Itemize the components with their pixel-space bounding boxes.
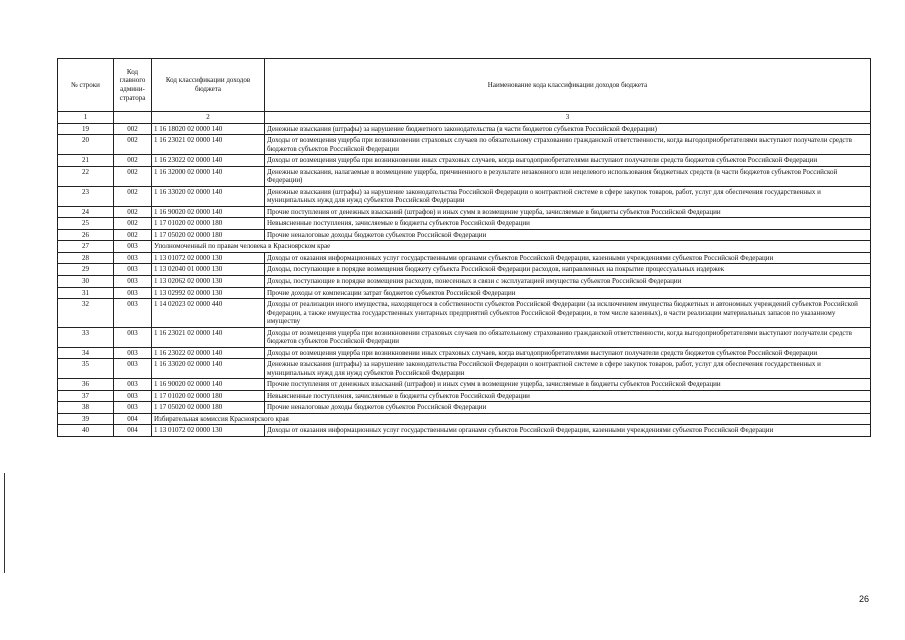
row-number-cell: 20 [58, 135, 114, 155]
table-row [58, 135, 871, 155]
code-name-cell: Прочие неналоговые доходы бюджетов субъектов Российской Федерации [265, 229, 871, 241]
table-row [58, 359, 871, 379]
header-admin-code: Код главного админи-стратора [114, 59, 152, 112]
table-row [58, 166, 871, 186]
row-number-cell: 32 [58, 299, 114, 328]
table-row [58, 327, 871, 347]
row-number-cell: 22 [58, 166, 114, 186]
row-number-cell: 29 [58, 264, 114, 276]
row-number-cell: 24 [58, 206, 114, 218]
admin-code-cell: 003 [114, 299, 152, 328]
code-name-cell: Доходы, поступающие в порядке возмещения расходов, понесенных в связи с эксплуатацией имущества субъектов Российской Федерации [265, 275, 871, 287]
header-classification-code: Код классификации доходов бюджета [152, 59, 265, 112]
page-number: 26 [858, 594, 869, 604]
code-name-cell: Денежные взыскания (штрафы) за нарушение законодательства Российской Федерации о контрактной системе в сфере закупок товаров, работ, услуг для обеспечения государственных и муниципальных нужд для нужд субъектов Российской Федерации [265, 186, 871, 206]
table-row [58, 402, 871, 414]
table-row [58, 347, 871, 359]
row-number-cell: 40 [58, 425, 114, 437]
classification-code-cell: 1 13 02992 02 0000 130 [152, 287, 265, 299]
admin-code-cell: 003 [114, 390, 152, 402]
income-codes-table [57, 58, 871, 437]
administrator-name-cell: Избирательная комиссия Красноярского края [152, 413, 871, 425]
classification-code-cell: 1 14 02023 02 0000 440 [152, 299, 265, 328]
table-row [58, 218, 871, 230]
table-body [58, 123, 871, 436]
row-number-cell: 19 [58, 123, 114, 135]
classification-code-cell: 1 17 05020 02 0000 180 [152, 402, 265, 414]
admin-code-cell: 004 [114, 413, 152, 425]
index-cell: 3 [265, 112, 871, 124]
table-row [58, 241, 871, 253]
row-number-cell: 27 [58, 241, 114, 253]
code-name-cell: Денежные взыскания (штрафы) за нарушение бюджетного законодательства (в части бюджетов субъектов Российской Федерации) [265, 123, 871, 135]
table-row [58, 155, 871, 167]
code-name-cell: Доходы от возмещения ущерба при возникновении иных страховых случаев, когда выгодоприобретателями выступают получатели средств бюджетов субъектов Российской Федерации [265, 347, 871, 359]
code-name-cell: Доходы, поступающие в порядке возмещения бюджету субъекта Российской Федерации расходов, направленных на покрытие процессуальных издержек [265, 264, 871, 276]
classification-code-cell: 1 17 05020 02 0000 180 [152, 229, 265, 241]
table-row [58, 229, 871, 241]
classification-code-cell: 1 13 01072 02 0000 130 [152, 425, 265, 437]
classification-code-cell: 1 16 90020 02 0000 140 [152, 206, 265, 218]
index-cell: 1 [58, 112, 114, 124]
admin-code-cell: 002 [114, 166, 152, 186]
index-cell: 2 [152, 112, 265, 124]
code-name-cell: Денежные взыскания (штрафы) за нарушение законодательства Российской Федерации о контрактной системе в сфере закупок товаров, работ, услуг для обеспечения государственных и муниципальных нужд для нужд субъектов Российской Федерации [265, 359, 871, 379]
row-number-cell: 38 [58, 402, 114, 414]
table-row [58, 287, 871, 299]
classification-code-cell: 1 17 01020 02 0000 180 [152, 390, 265, 402]
classification-code-cell: 1 13 02040 01 0000 130 [152, 264, 265, 276]
classification-code-cell: 1 13 02062 02 0000 130 [152, 275, 265, 287]
admin-code-cell: 003 [114, 327, 152, 347]
code-name-cell: Прочие доходы от компенсации затрат бюджетов субъектов Российской Федерации [265, 287, 871, 299]
code-name-cell: Прочие поступления от денежных взысканий (штрафов) и иных сумм в возмещение ущерба, зачисляемые в бюджеты субъектов Российской Федерации [265, 379, 871, 391]
admin-code-cell: 003 [114, 264, 152, 276]
admin-code-cell: 003 [114, 252, 152, 264]
row-number-cell: 36 [58, 379, 114, 391]
admin-code-cell: 002 [114, 155, 152, 167]
admin-code-cell: 002 [114, 186, 152, 206]
table-row [58, 123, 871, 135]
table-row [58, 299, 871, 328]
admin-code-cell: 003 [114, 379, 152, 391]
code-name-cell: Доходы от реализации иного имущества, находящегося в собственности субъектов Российской Федерации (за исключением имущества бюджетных и автономных учреждений субъектов Российской Федерации, а также имущества государственных унитарных предприятий субъектов Российской Федерации, в том числе казенных), в части реализации материальных запасов по указанному имуществу [265, 299, 871, 328]
row-number-cell: 21 [58, 155, 114, 167]
row-number-cell: 25 [58, 218, 114, 230]
code-name-cell: Доходы от возмещения ущерба при возникновении страховых случаев по обязательному страхованию гражданской ответственности, когда выгодоприобретателями выступают получатели средств бюджетов субъектов Российской Федерации [265, 135, 871, 155]
header-code-name: Наименование кода классификации доходов бюджета [265, 59, 871, 112]
classification-code-cell: 1 17 01020 02 0000 180 [152, 218, 265, 230]
code-name-cell: Доходы от оказания информационных услуг государственными органами субъектов Российской Федерации, казенными учреждениями субъектов Российской Федерации [265, 252, 871, 264]
admin-code-cell: 004 [114, 425, 152, 437]
row-number-cell: 35 [58, 359, 114, 379]
admin-code-cell: 002 [114, 123, 152, 135]
classification-code-cell: 1 16 90020 02 0000 140 [152, 379, 265, 391]
table-header-row [58, 59, 871, 112]
row-number-cell: 39 [58, 413, 114, 425]
table-row [58, 390, 871, 402]
admin-code-cell: 002 [114, 206, 152, 218]
classification-code-cell: 1 16 32000 02 0000 140 [152, 166, 265, 186]
row-number-cell: 23 [58, 186, 114, 206]
row-number-cell: 30 [58, 275, 114, 287]
header-row-number: № строки [58, 59, 114, 112]
administrator-name-cell: Уполномоченный по правам человека в Красноярском крае [152, 241, 871, 253]
classification-code-cell: 1 16 33020 02 0000 140 [152, 186, 265, 206]
index-cell [114, 112, 152, 124]
code-name-cell: Доходы от возмещения ущерба при возникновении иных страховых случаев, когда выгодоприобретателями выступают получатели средств бюджетов субъектов Российской Федерации [265, 155, 871, 167]
classification-code-cell: 1 13 01072 02 0000 130 [152, 252, 265, 264]
code-name-cell: Денежные взыскания, налагаемые в возмещение ущерба, причиненного в результате незаконного или нецелевого использования бюджетных средств (в части бюджетов субъектов Российской Федерации) [265, 166, 871, 186]
admin-code-cell: 003 [114, 287, 152, 299]
row-number-cell: 34 [58, 347, 114, 359]
admin-code-cell: 003 [114, 241, 152, 253]
classification-code-cell: 1 16 23022 02 0000 140 [152, 155, 265, 167]
table-row [58, 206, 871, 218]
table-row [58, 413, 871, 425]
classification-code-cell: 1 16 23022 02 0000 140 [152, 347, 265, 359]
table-row [58, 186, 871, 206]
classification-code-cell: 1 16 23021 02 0000 140 [152, 327, 265, 347]
table-row [58, 264, 871, 276]
code-name-cell: Прочие неналоговые доходы бюджетов субъектов Российской Федерации [265, 402, 871, 414]
admin-code-cell: 003 [114, 402, 152, 414]
admin-code-cell: 002 [114, 218, 152, 230]
admin-code-cell: 003 [114, 347, 152, 359]
code-name-cell: Невыясненные поступления, зачисляемые в бюджеты субъектов Российской Федерации [265, 390, 871, 402]
row-number-cell: 28 [58, 252, 114, 264]
table-row [58, 275, 871, 287]
classification-code-cell: 1 16 33020 02 0000 140 [152, 359, 265, 379]
row-number-cell: 37 [58, 390, 114, 402]
code-name-cell: Доходы от оказания информационных услуг государственными органами субъектов Российской Федерации, казенными учреждениями субъектов Российской Федерации [265, 425, 871, 437]
row-number-cell: 33 [58, 327, 114, 347]
admin-code-cell: 002 [114, 229, 152, 241]
table-row [58, 425, 871, 437]
code-name-cell: Прочие поступления от денежных взысканий (штрафов) и иных сумм в возмещение ущерба, зачисляемые в бюджеты субъектов Российской Федерации [265, 206, 871, 218]
row-number-cell: 31 [58, 287, 114, 299]
admin-code-cell: 003 [114, 359, 152, 379]
table-row [58, 252, 871, 264]
code-name-cell: Доходы от возмещения ущерба при возникновении страховых случаев по обязательному страхованию гражданской ответственности, когда выгодоприобретателями выступают получатели средств бюджетов субъектов Российской Федерации [265, 327, 871, 347]
code-name-cell: Невыясненные поступления, зачисляемые в бюджеты субъектов Российской Федерации [265, 218, 871, 230]
margin-mark [4, 473, 5, 573]
admin-code-cell: 002 [114, 135, 152, 155]
table-row [58, 379, 871, 391]
admin-code-cell: 003 [114, 275, 152, 287]
classification-code-cell: 1 16 18020 02 0000 140 [152, 123, 265, 135]
classification-code-cell: 1 16 23021 02 0000 140 [152, 135, 265, 155]
row-number-cell: 26 [58, 229, 114, 241]
table-index-row [58, 112, 871, 124]
